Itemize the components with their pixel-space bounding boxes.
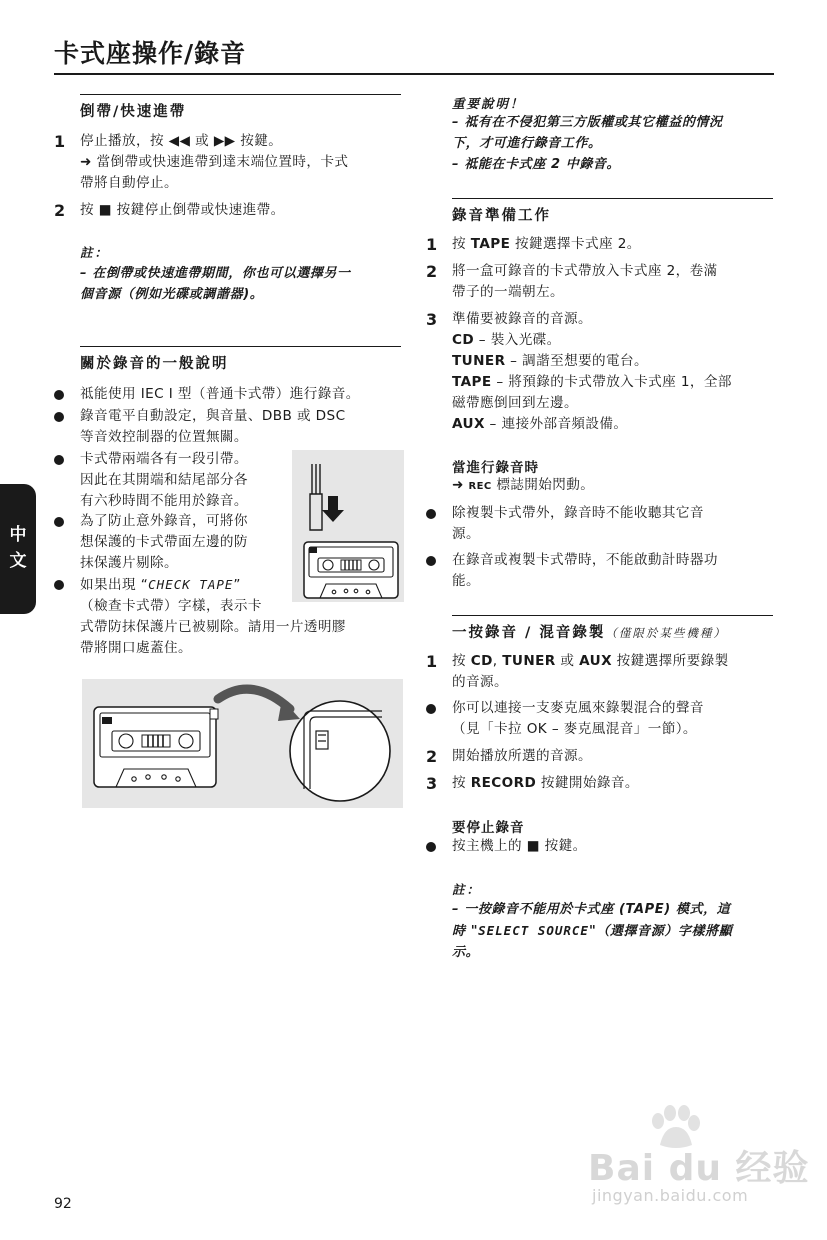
onetouch-heading bbox=[452, 615, 773, 642]
rewind-note-line-2: 個音源（例如光碟或調諧器)。 bbox=[80, 287, 264, 302]
prep-step-2-number: 2 bbox=[426, 262, 438, 281]
important-notes bbox=[452, 112, 782, 175]
important-heading: 重要說明！ bbox=[452, 96, 525, 111]
prep-source-aux bbox=[452, 414, 782, 435]
during-result-text: 標誌開始閃動。 bbox=[491, 477, 595, 493]
bullet-icon bbox=[426, 509, 436, 519]
important-note-line-3: – 祗能在卡式座 2 中錄音。 bbox=[452, 157, 621, 172]
stop-note-line-2-post: "（選擇音源）字樣將顯 bbox=[588, 924, 733, 939]
rewind-note-line-1: – 在倒帶或快速進帶期間，你也可以選擇另一 bbox=[80, 266, 351, 281]
prep-source-tape-text: – 將預錄的卡式帶放入卡式座 1，全部 bbox=[491, 374, 732, 390]
bullet-icon bbox=[426, 556, 436, 566]
bullet-icon bbox=[54, 390, 64, 400]
bullet-icon bbox=[54, 580, 64, 590]
onetouch-step-3-pre: 按 bbox=[452, 775, 471, 791]
prep-source-tuner-text: – 調諧至想要的電台。 bbox=[505, 353, 649, 369]
rewind-step-2-text: 按 ■ 按鍵停止倒帶或快速進帶。 bbox=[80, 202, 285, 218]
prep-source-aux-text: – 連接外部音頻設備。 bbox=[484, 416, 628, 432]
aux-key-label: AUX bbox=[452, 416, 485, 432]
prep-step-2-line-1: 將一盒可錄音的卡式帶放入卡式座 2，卷滿 bbox=[452, 263, 718, 279]
during-result bbox=[452, 475, 782, 497]
rewind-step-1-result-b: 帶將自動停止。 bbox=[80, 175, 178, 191]
result-arrow-icon: ➜ bbox=[452, 477, 469, 493]
prep-heading: 錄音準備工作 bbox=[452, 198, 773, 225]
stop-bullet-1: 按主機上的 ■ 按鍵。 bbox=[452, 838, 587, 854]
watermark-url: jingyan.baidu.com bbox=[592, 1186, 749, 1205]
general-bullet-5-line-2: （檢查卡式帶）字樣，表示卡 bbox=[80, 598, 262, 614]
stop-note-line-2-pre: 時 " bbox=[452, 924, 479, 939]
prep-source-cd-text: – 裝入光碟。 bbox=[474, 332, 561, 348]
general-bullet-3-line-2: 因此在其開端和結尾部分各 bbox=[80, 472, 248, 488]
cd-key-label: CD bbox=[470, 653, 493, 669]
stop-heading: 要停止錄音 bbox=[452, 820, 525, 836]
general-bullet-4-line-3: 抹保護片剔除。 bbox=[80, 555, 178, 571]
prep-source-tuner bbox=[452, 351, 782, 372]
tape-cover-illustration bbox=[82, 679, 403, 808]
prep-step-1 bbox=[452, 234, 782, 255]
onetouch-step-2: 開始播放所選的音源。 bbox=[452, 748, 592, 764]
record-key-label: RECORD bbox=[470, 775, 537, 791]
important-note-line-2: 下，才可進行錄音工作。 bbox=[452, 136, 602, 151]
bullet-icon bbox=[54, 412, 64, 422]
onetouch-step-1 bbox=[452, 651, 782, 693]
title-rule bbox=[54, 73, 774, 75]
bullet-icon bbox=[426, 704, 436, 714]
general-bullet-3-line-3: 有六秒時間不能用於錄音。 bbox=[80, 493, 248, 509]
page-number: 92 bbox=[54, 1196, 72, 1212]
onetouch-step-1-sep: , bbox=[492, 653, 503, 669]
general-bullet-2-line-2: 等音效控制器的位置無關。 bbox=[80, 429, 248, 445]
onetouch-step-1-pre: 按 bbox=[452, 653, 471, 669]
rewind-step-1-number: 1 bbox=[54, 132, 66, 151]
rewind-note bbox=[80, 263, 410, 305]
stop-note-line-1: – 一按錄音不能用於卡式座 (TAPE) 模式，這 bbox=[452, 902, 731, 917]
prep-source-tape-line-2: 磁帶應倒回到左邊。 bbox=[452, 395, 578, 411]
stop-note bbox=[452, 899, 782, 963]
page-title: 卡式座操作/錄音 bbox=[54, 39, 247, 68]
language-tab-label: 中文 bbox=[9, 525, 27, 571]
prep-step-1-post: 按鍵選擇卡式座 2。 bbox=[510, 236, 641, 252]
prep-step-1-number: 1 bbox=[426, 235, 438, 254]
general-bullet-4-line-2: 想保護的卡式帶面左邊的防 bbox=[80, 534, 248, 550]
onetouch-bullet-1-line-2: （見「卡拉 OK – 麥克風混音」一節）。 bbox=[452, 721, 697, 737]
bullet-icon bbox=[54, 455, 64, 465]
onetouch-heading-text: 一按錄音 / 混音錄製 bbox=[452, 625, 606, 641]
stop-note-line-2 bbox=[452, 920, 782, 942]
language-tab bbox=[0, 484, 36, 614]
cassette-tab-illustration bbox=[292, 450, 404, 602]
onetouch-bullet-1-line-1: 你可以連接一支麥克風來錄製混合的聲音 bbox=[452, 700, 704, 716]
rewind-heading: 倒帶/快速進帶 bbox=[80, 94, 401, 121]
tuner-key-label: TUNER bbox=[502, 653, 556, 669]
rewind-step-1 bbox=[80, 131, 410, 194]
general-bullet-5-line-4: 帶將開口處蓋住。 bbox=[80, 640, 192, 656]
prep-step-2 bbox=[452, 261, 782, 303]
cd-key-label: CD bbox=[452, 332, 475, 348]
rewind-step-1-text: 停止播放，按 ◀◀ 或 ▶▶ 按鍵。 bbox=[80, 133, 283, 149]
during-bullet-1 bbox=[452, 503, 782, 545]
onetouch-step-1-number: 1 bbox=[426, 652, 438, 671]
tuner-key-label: TUNER bbox=[452, 353, 506, 369]
prep-source-cd bbox=[452, 330, 782, 351]
check-tape-suffix: ” bbox=[233, 577, 241, 593]
prep-step-2-line-2: 帶子的一端朝左。 bbox=[452, 284, 564, 300]
check-tape-display-text: CHECK TAPE bbox=[148, 577, 234, 592]
prep-source-tape bbox=[452, 372, 782, 393]
during-bullet-1-line-2: 源。 bbox=[452, 526, 480, 542]
onetouch-step-1-line-2: 的音源。 bbox=[452, 674, 508, 690]
tape-key-label: TAPE bbox=[470, 236, 511, 252]
general-bullet-4 bbox=[80, 511, 290, 574]
onetouch-step-1-post: 按鍵選擇所要錄製 bbox=[611, 653, 729, 669]
watermark-logo-text: Bai du 经验 bbox=[588, 1148, 810, 1189]
check-tape-prefix: 如果出現 “ bbox=[80, 577, 149, 593]
bullet-icon bbox=[426, 842, 436, 852]
general-bullet-3-line-1: 卡式帶兩端各有一段引帶。 bbox=[80, 451, 248, 467]
rewind-step-2-number: 2 bbox=[54, 201, 66, 220]
general-bullet-1: 祗能使用 IEC I 型（普通卡式帶）進行錄音。 bbox=[80, 386, 360, 402]
onetouch-step-3 bbox=[452, 773, 782, 794]
during-bullet-2 bbox=[452, 550, 782, 592]
tape-source-key-label: TAPE bbox=[452, 374, 492, 390]
onetouch-step-1-or: 或 bbox=[555, 653, 580, 669]
during-bullet-2-line-2: 能。 bbox=[452, 573, 480, 589]
stop-note-heading: 註： bbox=[452, 882, 482, 897]
general-bullet-2 bbox=[80, 406, 410, 448]
select-source-display-text: SELECT SOURCE bbox=[478, 923, 589, 938]
general-bullet-2-line-1: 錄音電平自動設定，與音量、DBB 或 DSC bbox=[80, 408, 346, 424]
onetouch-step-3-number: 3 bbox=[426, 774, 438, 793]
general-bullet-3 bbox=[80, 449, 290, 512]
prep-step-3 bbox=[452, 309, 782, 435]
bullet-icon bbox=[54, 517, 64, 527]
prep-step-3-number: 3 bbox=[426, 310, 438, 329]
general-heading: 關於錄音的一般說明 bbox=[80, 346, 401, 373]
rec-indicator-label: REC bbox=[468, 481, 492, 492]
stop-note-line-3: 示。 bbox=[452, 945, 480, 960]
during-bullet-1-line-1: 除複製卡式帶外，錄音時不能收聽其它音 bbox=[452, 505, 704, 521]
important-note-line-1: – 祗有在不侵犯第三方版權或其它權益的情況 bbox=[452, 115, 723, 130]
prep-step-3-text: 準備要被錄音的音源。 bbox=[452, 311, 592, 327]
prep-step-1-pre: 按 bbox=[452, 236, 471, 252]
general-bullet-5-line-3: 式帶防抹保護片已被剔除。請用一片透明膠 bbox=[80, 619, 346, 635]
rewind-step-1-result-a: ➜ 當倒帶或快速進帶到達末端位置時，卡式 bbox=[80, 154, 349, 170]
during-heading: 當進行錄音時 bbox=[452, 460, 539, 476]
onetouch-step-3-post: 按鍵開始錄音。 bbox=[536, 775, 639, 791]
onetouch-heading-sub: （僅限於某些機種） bbox=[605, 626, 727, 640]
rewind-note-heading: 註： bbox=[80, 245, 110, 260]
onetouch-step-2-number: 2 bbox=[426, 747, 438, 766]
aux-key-label: AUX bbox=[579, 653, 612, 669]
during-bullet-2-line-1: 在錄音或複製卡式帶時，不能啟動計時器功 bbox=[452, 552, 718, 568]
onetouch-bullet-1 bbox=[452, 698, 782, 740]
general-bullet-4-line-1: 為了防止意外錄音，可將你 bbox=[80, 513, 248, 529]
onetouch-step-1-line-1 bbox=[452, 651, 782, 672]
